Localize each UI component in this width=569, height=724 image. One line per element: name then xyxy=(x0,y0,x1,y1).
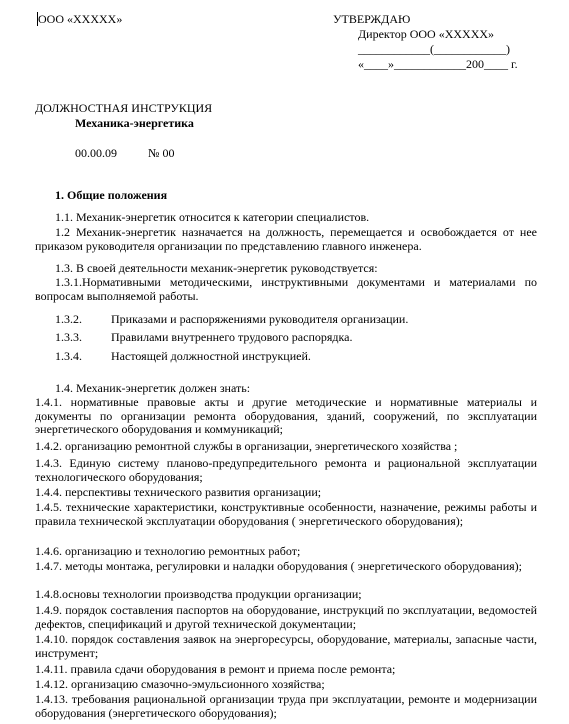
org-name: ООО «ХХХХХ» xyxy=(38,12,123,26)
paragraph-1-3-2-text: Приказами и распоряжениями руководителя организации. xyxy=(111,312,409,326)
document-number: № 00 xyxy=(148,146,175,160)
list-item-1-4-9: 1.4.9. порядок составления паспортов на оборудование, инструкций по эксплуатации, ведомостей дефектов, спецификаций и другой технической документации; xyxy=(35,603,537,631)
paragraph-1-4: 1.4. Механик-энергетик должен знать: xyxy=(55,381,251,395)
paragraph-1-3-3-text: Правилами внутреннего трудового распорядка. xyxy=(111,330,353,344)
approve-label: УТВЕРЖДАЮ xyxy=(333,12,411,26)
paragraph-1-3-4-text: Настоящей должностной инструкцией. xyxy=(111,349,311,363)
signature-line: ____________(____________) xyxy=(358,42,510,56)
position-title: Механика-энергетика xyxy=(75,116,194,130)
paragraph-1-3-3-number: 1.3.3. xyxy=(55,330,82,344)
approval-date-line: «____»____________200____ г. xyxy=(358,57,518,71)
document-type: ДОЛЖНОСТНАЯ ИНСТРУКЦИЯ xyxy=(35,101,213,115)
list-item-1-4-6: 1.4.6. организацию и технологию ремонтных работ; xyxy=(35,544,301,558)
paragraph-1-3-4-number: 1.3.4. xyxy=(55,349,82,363)
paragraph-1-1: 1.1. Механик-энергетик относится к категории специалистов. xyxy=(55,210,370,224)
list-item-1-4-13: 1.4.13. требования рациональной организации труда при эксплуатации, ремонте и модернизации оборудования (энергетического оборудования); xyxy=(35,692,537,720)
list-item-1-4-11: 1.4.11. правила сдачи оборудования в ремонт и приема после ремонта; xyxy=(35,662,396,676)
list-item-1-4-10: 1.4.10. порядок составления заявок на энергоресурсы, оборудование, материалы, запасные части, инструмент; xyxy=(35,632,537,660)
paragraph-1-3-2-number: 1.3.2. xyxy=(55,312,82,326)
list-item-1-4-2: 1.4.2. организацию ремонтной службы в организации, энергетического хозяйства ; xyxy=(35,439,458,453)
list-item-1-4-1: 1.4.1. нормативные правовые акты и другие методические и нормативные материалы и документы по организации ремонта оборудования, зданий, сооружений, по эксплуатации энергетического оборудования и коммуникаций; xyxy=(35,395,537,437)
list-item-1-4-8: 1.4.8.основы технологии производства продукции организации; xyxy=(35,587,362,601)
list-item-1-4-3: 1.4.3. Единую систему планово-предупредительного ремонта и рациональной эксплуатации технологического оборудования; xyxy=(35,456,537,484)
document-date: 00.00.09 xyxy=(75,146,117,160)
paragraph-1-3: 1.3. В своей деятельности механик-энергетик руководствуется: xyxy=(55,261,378,275)
paragraph-1-3-1: 1.3.1.Нормативными методическими, инструктивными документами и материалами по вопросам выполняемой работы. xyxy=(35,275,537,303)
list-item-1-4-5: 1.4.5. технические характеристики, конструктивные особенности, назначение, режимы работы и правила технической эксплуатации оборудования ( энергетического оборудования); xyxy=(35,500,537,528)
list-item-1-4-12: 1.4.12. организацию смазочно-эмульсионного хозяйства; xyxy=(35,677,325,691)
section-heading: 1. Общие положения xyxy=(55,188,168,202)
list-item-1-4-4: 1.4.4. перспективы технического развития организации; xyxy=(35,485,322,499)
paragraph-1-2: 1.2 Механик-энергетик назначается на должность, перемещается и освобождается от нее приказом руководителя организации по представлению главного инженера. xyxy=(35,225,537,253)
list-item-1-4-7: 1.4.7. методы монтажа, регулировки и наладки оборудования ( энергетического оборудования); xyxy=(35,559,522,573)
director-line: Директор ООО «ХХХХХ» xyxy=(358,27,495,41)
